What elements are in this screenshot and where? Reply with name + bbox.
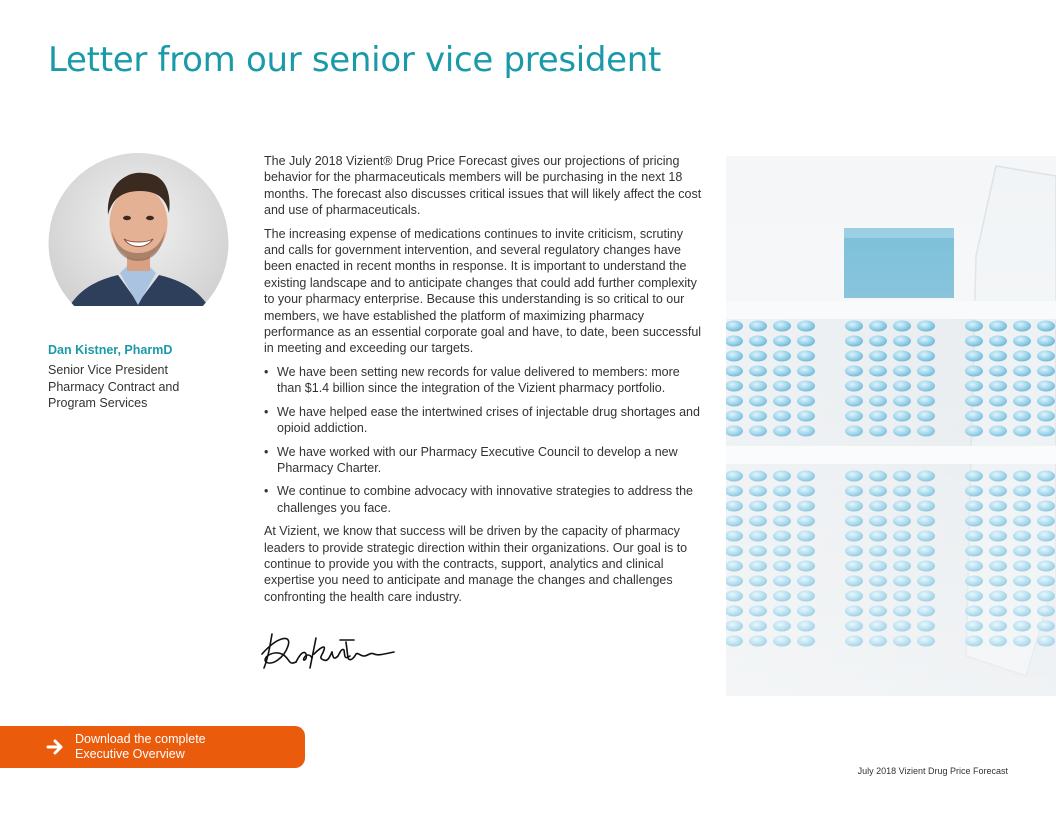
footer-publication: July 2018 Vizient Drug Price Forecast [857,766,1008,776]
list-item-text: We have helped ease the intertwined crises of injectable drug shortages and opioid addiction. [277,404,700,436]
list-item [264,444,704,477]
author-name: Dan Kistner, PharmD [48,343,173,357]
page-title: Letter from our senior vice president [48,40,662,80]
bullet-icon: • [264,444,269,459]
letter-body [264,153,704,612]
author-portrait [48,153,229,306]
signature-image [258,628,398,677]
list-item-text: We have worked with our Pharmacy Executive Council to develop a new Pharmacy Charter. [277,444,678,475]
download-label-line: Download the complete [75,731,206,746]
list-item-text: We continue to combine advocacy with innovative strategies to address the challenges you face. [277,484,693,515]
author-title-line: Pharmacy Contract and [48,379,180,394]
letter-paragraph: The July 2018 Vizient® Drug Price Forecast gives our projections of pricing behavior for the pharmaceuticals members will be purchasing in the next 18 months. The forecast also discusses critical issues that will likely affect the cost and use of pharmaceuticals. [264,154,702,218]
bullet-icon: • [264,404,269,419]
download-overview-button[interactable] [0,726,305,768]
list-item [264,404,704,437]
list-item [264,364,704,397]
bullet-icon: • [264,364,269,379]
author-info [48,343,238,412]
download-label-line: Executive Overview [75,747,185,761]
letter-paragraph: The increasing expense of medications continues to invite criticism, scrutiny and calls for government intervention, and several regulatory changes have been enacted in recent months in response. It is important to understand the existing landscape and to anticipate changes that could add further complexity to your pharmacy enterprise. Because this understanding is so critical to our members, we have established the platform of maximizing pharmacy performance as an essential corporate goal and have, to date, been successful in meeting and exceeding our targets. [264,226,702,356]
author-title [48,362,238,412]
author-title-line: Program Services [48,396,148,410]
arrow-right-icon [46,738,64,756]
achievements-list [264,364,704,516]
letter-paragraph: At Vizient, we know that success will be driven by the capacity of pharmacy leaders to provide strategic direction within their organizations. Our goal is to continue to provide you with the contracts, support, analytics and clinical expertise you need to anticipate and manage the changes and challenges confronting the health care industry. [264,524,688,604]
download-overview-label [75,732,255,763]
pills-photo [726,156,1056,696]
list-item-text: We have been setting new records for value delivered to members: more than $1.4 billion since the integration of the Vizient pharmacy portfolio. [277,364,680,396]
list-item [264,483,704,516]
author-title-line: Senior Vice President [48,363,168,377]
bullet-icon: • [264,484,269,499]
